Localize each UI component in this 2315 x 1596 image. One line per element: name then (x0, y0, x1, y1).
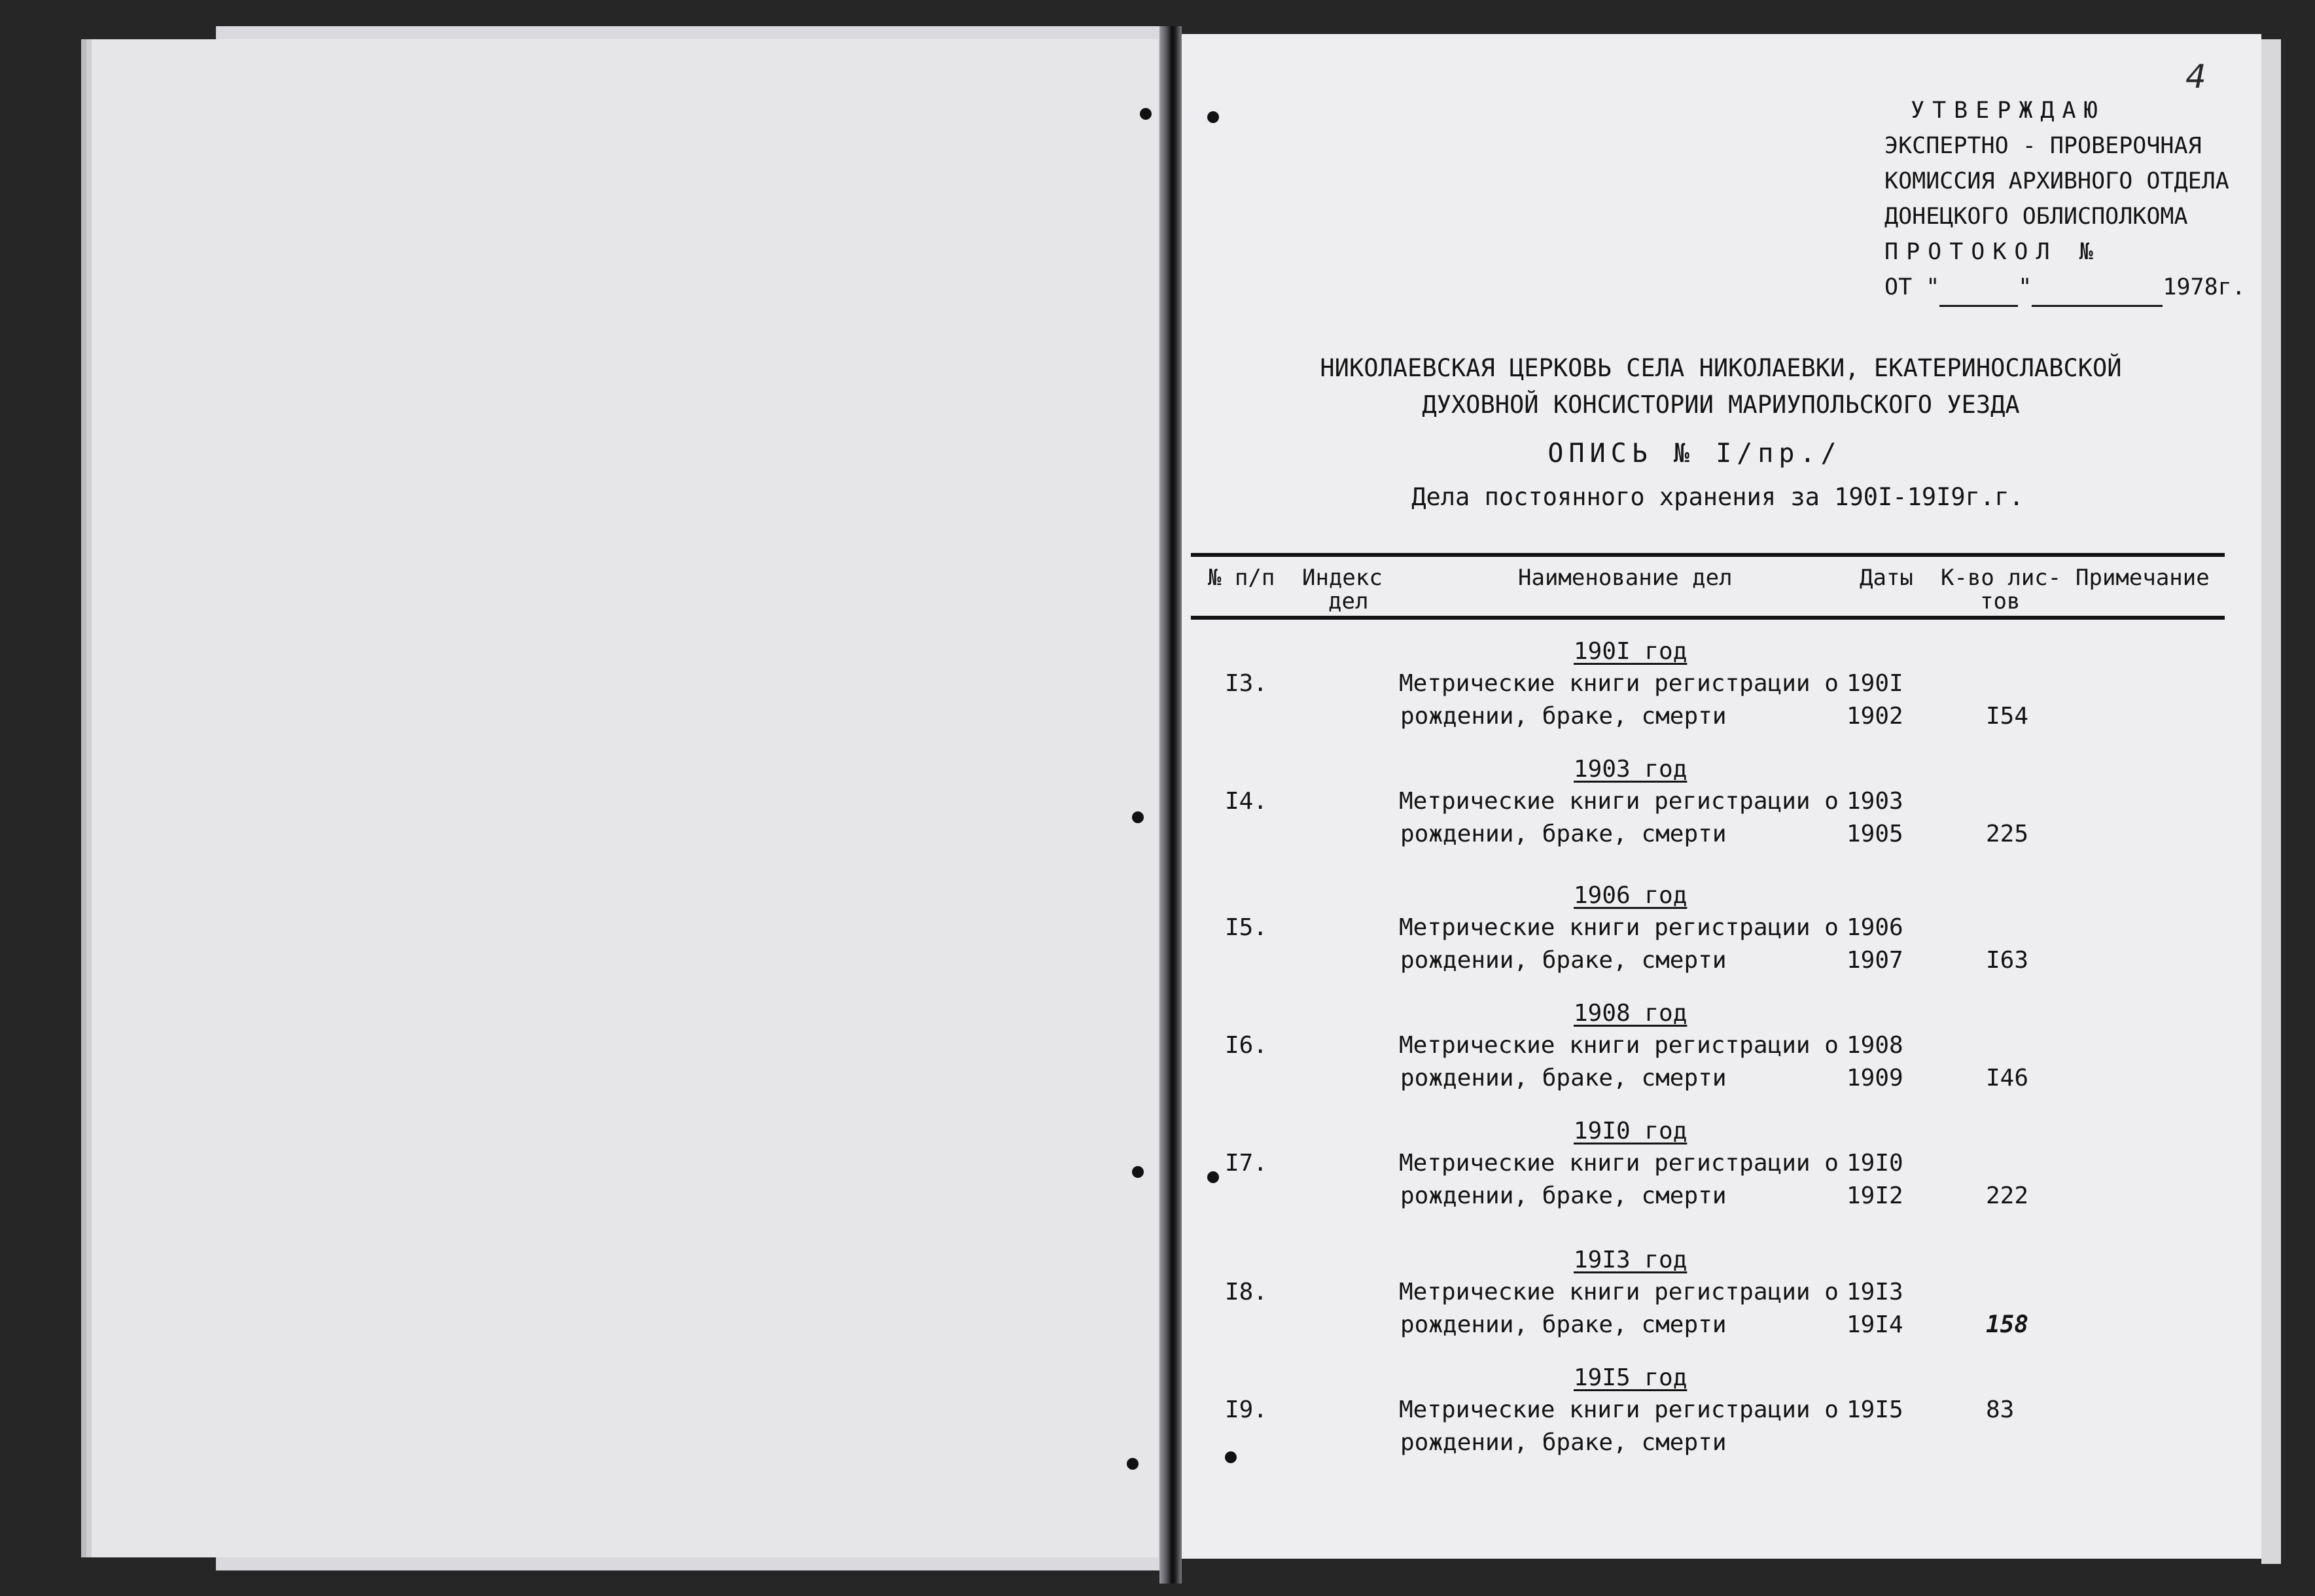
date-to: 1902 (1847, 703, 1903, 730)
row-number: I7. (1225, 1150, 1268, 1177)
binding-hole (1207, 1171, 1219, 1183)
sheet-count: 222 (1986, 1182, 2029, 1209)
col-index-line: дел (1328, 588, 1369, 614)
date-from: 190I (1847, 670, 1903, 697)
row-number: I9. (1225, 1396, 1268, 1423)
inventory-number: ОПИСЬ № I/пр./ (1547, 438, 1842, 469)
record-name-line2: рождении, браке, смерти (1400, 1429, 1727, 1456)
date-day-blank (1939, 270, 2018, 307)
col-sheets-line: тов (1980, 588, 2021, 614)
date-to: 1907 (1847, 947, 1903, 974)
record-name-line1: Метрические книги регистрации о (1399, 1279, 1839, 1305)
col-dates: Даты (1860, 565, 1913, 591)
col-sheets (1941, 566, 2061, 613)
date-to: 1905 (1847, 821, 1903, 847)
binding-hole (1132, 811, 1144, 823)
col-name: Наименование дел (1518, 565, 1733, 591)
record-name-line2: рождении, браке, смерти (1400, 1182, 1727, 1209)
year-heading: 19I5 год (1574, 1364, 1688, 1391)
sheet-count: 158 (1986, 1311, 2029, 1338)
date-from: 19I5 (1847, 1396, 1903, 1423)
record-name-line1: Метрические книги регистрации о (1399, 670, 1839, 697)
title-line: ДУХОВНОЙ КОНСИСТОРИИ МАРИУПОЛЬСКОГО УЕЗДА (1422, 391, 2020, 419)
approval-date-line (1884, 270, 2246, 307)
folio-number: 4 (2185, 58, 2206, 96)
date-from: 19I3 (1847, 1279, 1903, 1305)
sheet-count: I54 (1986, 703, 2029, 730)
date-to: 1909 (1847, 1065, 1903, 1091)
approval-line: УТВЕРЖДАЮ (1911, 98, 2106, 124)
record-name-line2: рождении, браке, смерти (1400, 703, 1727, 730)
sheet-count: 83 (1986, 1396, 2015, 1423)
title-line: НИКОЛАЕВСКАЯ ЦЕРКОВЬ СЕЛА НИКОЛАЕВКИ, ЕКАТЕРИНОСЛАВСКОЙ (1320, 354, 2122, 382)
row-number: I8. (1225, 1279, 1268, 1305)
col-note: Примечание (2076, 565, 2210, 591)
date-from: 1908 (1847, 1032, 1903, 1059)
right-page-edge (2261, 39, 2281, 1564)
binding-hole (1225, 1451, 1237, 1463)
inventory-subtitle: Дела постоянного хранения за 190I-19I9г.г. (1411, 483, 2024, 511)
date-month-blank (2032, 270, 2163, 307)
date-from: 1906 (1847, 914, 1903, 941)
year-heading: 1908 год (1574, 1000, 1688, 1027)
book-spine (1159, 26, 1182, 1584)
record-name-line2: рождении, браке, смерти (1400, 1065, 1727, 1091)
col-sheets-line: К-во лис- (1941, 565, 2062, 591)
date-prefix: ОТ " (1884, 274, 1940, 300)
binding-hole (1207, 111, 1219, 123)
year-heading: 190I год (1574, 638, 1688, 665)
date-to: 19I4 (1847, 1311, 1903, 1338)
row-number: I5. (1225, 914, 1268, 941)
binding-hole (1140, 108, 1152, 120)
table-header (1191, 553, 2225, 620)
date-from: 19I0 (1847, 1150, 1903, 1177)
year-heading: 1903 год (1574, 756, 1688, 783)
date-from: 1903 (1847, 788, 1903, 815)
sheet-count: 225 (1986, 821, 2029, 847)
date-to: 19I2 (1847, 1182, 1903, 1209)
row-number: I6. (1225, 1032, 1268, 1059)
row-number: I3. (1225, 670, 1268, 697)
document-title (1211, 350, 2231, 423)
year-heading: 1906 год (1574, 882, 1688, 909)
binding-hole (1127, 1458, 1139, 1470)
record-name-line1: Метрические книги регистрации о (1399, 1032, 1839, 1059)
sheet-count: I63 (1986, 947, 2029, 974)
record-name-line1: Метрические книги регистрации о (1399, 788, 1839, 815)
col-index (1302, 566, 1383, 613)
date-year: 1978г. (2163, 274, 2246, 300)
col-index-line: Индекс (1302, 565, 1383, 591)
record-name-line1: Метрические книги регистрации о (1399, 914, 1839, 941)
approval-line: ЭКСПЕРТНО - ПРОВЕРОЧНАЯ (1884, 133, 2202, 159)
year-heading: 19I3 год (1574, 1247, 1688, 1273)
approval-line: ДОНЕЦКОГО ОБЛИСПОЛКОМА (1884, 204, 2188, 230)
year-heading: 19I0 год (1574, 1118, 1688, 1144)
record-name-line1: Метрические книги регистрации о (1399, 1150, 1839, 1177)
binding-hole (1132, 1166, 1144, 1178)
approval-line: КОМИССИЯ АРХИВНОГО ОТДЕЛА (1884, 168, 2229, 194)
record-name-line2: рождении, браке, смерти (1400, 1311, 1727, 1338)
approval-stamp (1884, 93, 2246, 307)
row-number: I4. (1225, 788, 1268, 815)
date-mid: " (2018, 274, 2032, 300)
protocol-line: ПРОТОКОЛ № (1884, 239, 2101, 265)
record-name-line1: Метрические книги регистрации о (1399, 1396, 1839, 1423)
left-page (92, 39, 1158, 1557)
col-num: № п/п (1208, 565, 1275, 591)
sheet-count: I46 (1986, 1065, 2029, 1091)
record-name-line2: рождении, браке, смерти (1400, 947, 1727, 974)
record-name-line2: рождении, браке, смерти (1400, 821, 1727, 847)
